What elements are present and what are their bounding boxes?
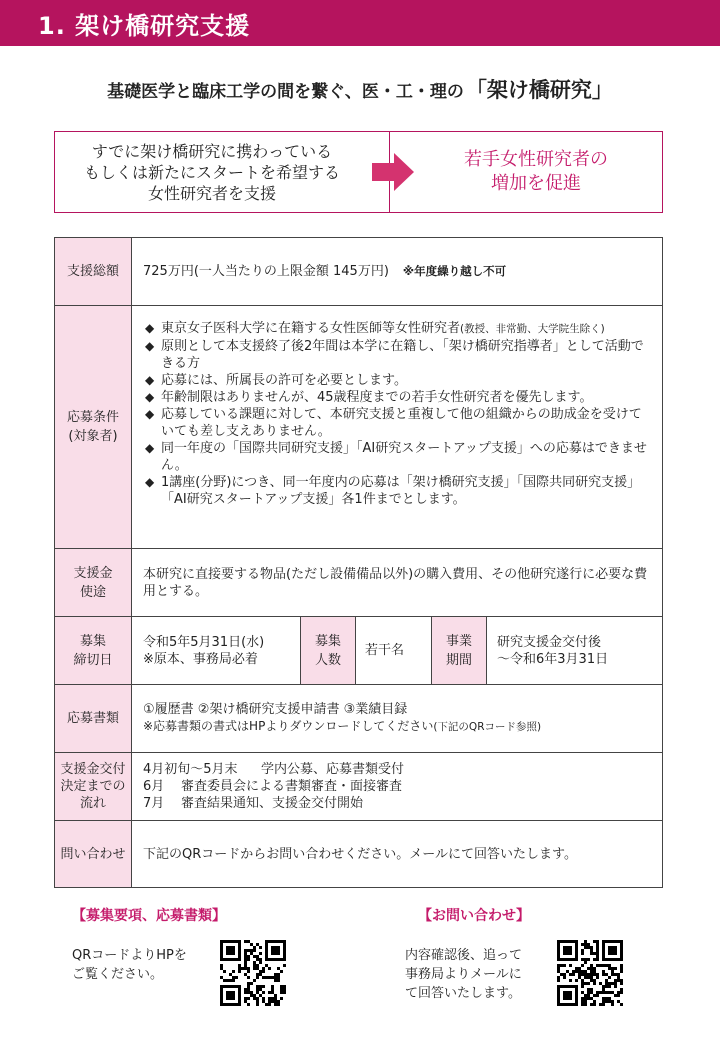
row-label <box>55 306 132 548</box>
contact-text: 下記のQRコードからお問い合わせください。メールにて回答いたします。 <box>143 846 577 862</box>
row-label: 応募書類 <box>55 685 132 752</box>
subtitle-accent: 「架け橋研究」 <box>465 78 613 102</box>
process-cell <box>133 753 662 820</box>
guidelines-line: ご覧ください。 <box>72 967 164 982</box>
amount-cell <box>133 238 662 305</box>
process-month: 7月 <box>143 796 165 811</box>
list-item <box>143 372 652 389</box>
row-label <box>55 617 132 684</box>
current-support-line: もしくは新たにスタートを希望する <box>83 162 340 182</box>
subtitle-lead: 基礎医学と臨床工学の間を繋ぐ、医・工・理の <box>107 82 464 102</box>
deadline-value: 令和5年5月31日(水) <box>143 634 265 650</box>
usage-cell <box>133 549 662 616</box>
current-support-line: 女性研究者を支援 <box>147 183 276 203</box>
process-step <box>143 778 652 795</box>
goal-box <box>389 131 663 213</box>
list-item-text: 応募には、所属長の許可を必要とします。 <box>161 373 407 388</box>
row-label-line: (対象者) <box>68 429 118 444</box>
diamond-bullet-icon: ◆ <box>145 475 155 489</box>
period-value: 研究支援金交付後 <box>497 634 602 650</box>
amount-note: ※年度繰り越し不可 <box>402 264 507 278</box>
period-label <box>431 617 487 684</box>
row-documents <box>55 685 662 753</box>
diamond-bullet-icon: ◆ <box>145 441 155 455</box>
eligibility-list <box>143 306 652 508</box>
documents-note-small: (下記のQRコード参照) <box>433 721 542 733</box>
support-details-table <box>54 237 663 888</box>
list-item <box>143 320 652 338</box>
process-text: 学内公募、応募書類受付 <box>261 762 405 777</box>
documents-list: ①履歴書 ②架け橋研究支援申請書 ③業績目録 <box>143 702 408 717</box>
goal-line: 増加を促進 <box>491 173 581 194</box>
process-month: 4月初旬〜5月末 <box>143 762 238 777</box>
guidelines-line: QRコードよりHPを <box>72 948 187 963</box>
list-item-text: 東京女子医科大学に在籍する女性医師等女性研究者 <box>161 321 461 336</box>
diamond-bullet-icon: ◆ <box>145 407 155 421</box>
process-text: 審査委員会による書類審査・面接審査 <box>181 779 403 794</box>
row-label: 支援総額 <box>55 238 132 305</box>
row-process <box>55 753 662 821</box>
process-step <box>143 761 652 778</box>
current-support-line: すでに架け橋研究に携わっている <box>91 141 333 161</box>
section-header <box>0 0 720 46</box>
list-item-note: (教授、非常勤、大学院生除く) <box>460 323 605 335</box>
list-item-text: 原則として本支援終了後2年間は本学に在籍し、「架け橋研究指導者」として活動できる方 <box>161 339 644 371</box>
list-item-text: 年齢制限はありませんが、45歳程度までの若手女性研究者を優先します。 <box>161 390 593 405</box>
list-item-text: 応募している課題に対して、本研究支援と重複して他の組織からの助成金を受けていても差し支えありません。 <box>161 407 642 439</box>
row-label-line: 締切日 <box>73 652 113 668</box>
row-label-line: 流れ <box>79 796 106 811</box>
deadline-cell <box>143 617 301 684</box>
current-support-box <box>54 131 390 213</box>
count-value: 若干名 <box>365 643 405 658</box>
guidelines-text <box>72 946 187 984</box>
qr-code-icon[interactable] <box>220 940 286 1006</box>
contact-info-line: 事務局よりメールに <box>405 967 522 982</box>
row-contact <box>55 821 662 887</box>
count-label-line: 募集 <box>314 633 341 649</box>
list-item <box>143 389 652 406</box>
row-amount <box>55 238 662 306</box>
period-value: 〜令和6年3月31日 <box>497 651 609 667</box>
contact-info-line: 内容確認後、追って <box>405 948 523 963</box>
row-label-line: 募集 <box>79 633 106 649</box>
row-label-line: 支援金 <box>73 565 113 581</box>
row-deadline <box>55 617 662 685</box>
subtitle <box>0 74 720 104</box>
row-label <box>55 753 132 820</box>
diamond-bullet-icon: ◆ <box>145 390 155 404</box>
count-cell <box>365 617 430 684</box>
qr-code-icon[interactable] <box>557 940 623 1006</box>
diamond-bullet-icon: ◆ <box>145 339 155 353</box>
contact-info-line: て回答いたします。 <box>405 986 521 1001</box>
row-label-line: 使途 <box>79 584 106 600</box>
amount-value: 725万円(一人当たりの上限金額 145万円) <box>143 264 389 279</box>
goal-line: 若手女性研究者の <box>464 149 608 170</box>
right-arrow-icon <box>372 153 414 191</box>
row-label <box>55 549 132 616</box>
list-item <box>143 406 652 440</box>
list-item-text: 1講座(分野)につき、同一年度内の応募は「架け橋研究支援」「国際共同研究支援」「AI研究スタートアップ支援」各1件までとします。 <box>161 475 641 507</box>
contact-cell <box>133 821 662 887</box>
list-item <box>143 440 652 474</box>
contact-heading: 【お問い合わせ】 <box>418 908 530 924</box>
row-label: 問い合わせ <box>55 821 132 887</box>
diamond-bullet-icon: ◆ <box>145 321 155 335</box>
contact-info-text <box>405 946 522 1003</box>
row-usage <box>55 549 662 617</box>
process-text: 審査結果通知、支援金交付開始 <box>181 796 364 811</box>
row-label-line: 決定までの <box>60 779 126 794</box>
eligibility-cell <box>133 306 662 548</box>
row-label-line: 応募条件 <box>66 410 119 425</box>
documents-note: ※応募書類の書式はHPよりダウンロードしてください <box>143 719 434 733</box>
list-item <box>143 338 652 372</box>
period-label-line: 事業 <box>445 633 472 649</box>
section-title: 1. 架け橋研究支援 <box>38 12 251 40</box>
period-cell <box>497 617 657 684</box>
diamond-bullet-icon: ◆ <box>145 373 155 387</box>
row-eligibility <box>55 306 662 549</box>
goal-flow <box>54 131 663 213</box>
process-step <box>143 795 652 812</box>
list-item <box>143 474 652 508</box>
count-label-line: 人数 <box>314 652 341 668</box>
usage-text: 本研究に直接要する物品(ただし設備備品以外)の購入費用、その他研究遂行に必要な費用とする。 <box>143 566 648 599</box>
deadline-note: ※原本、事務局必着 <box>143 651 258 667</box>
row-label-line: 支援金交付 <box>60 762 126 777</box>
guidelines-heading: 【募集要項、応募書類】 <box>72 908 226 924</box>
process-month: 6月 <box>143 779 165 794</box>
period-label-line: 期間 <box>445 652 472 668</box>
documents-cell <box>133 685 662 752</box>
list-item-text: 同一年度の「国際共同研究支援」「AI研究スタートアップ支援」への応募はできません。 <box>161 441 647 473</box>
count-label <box>300 617 356 684</box>
